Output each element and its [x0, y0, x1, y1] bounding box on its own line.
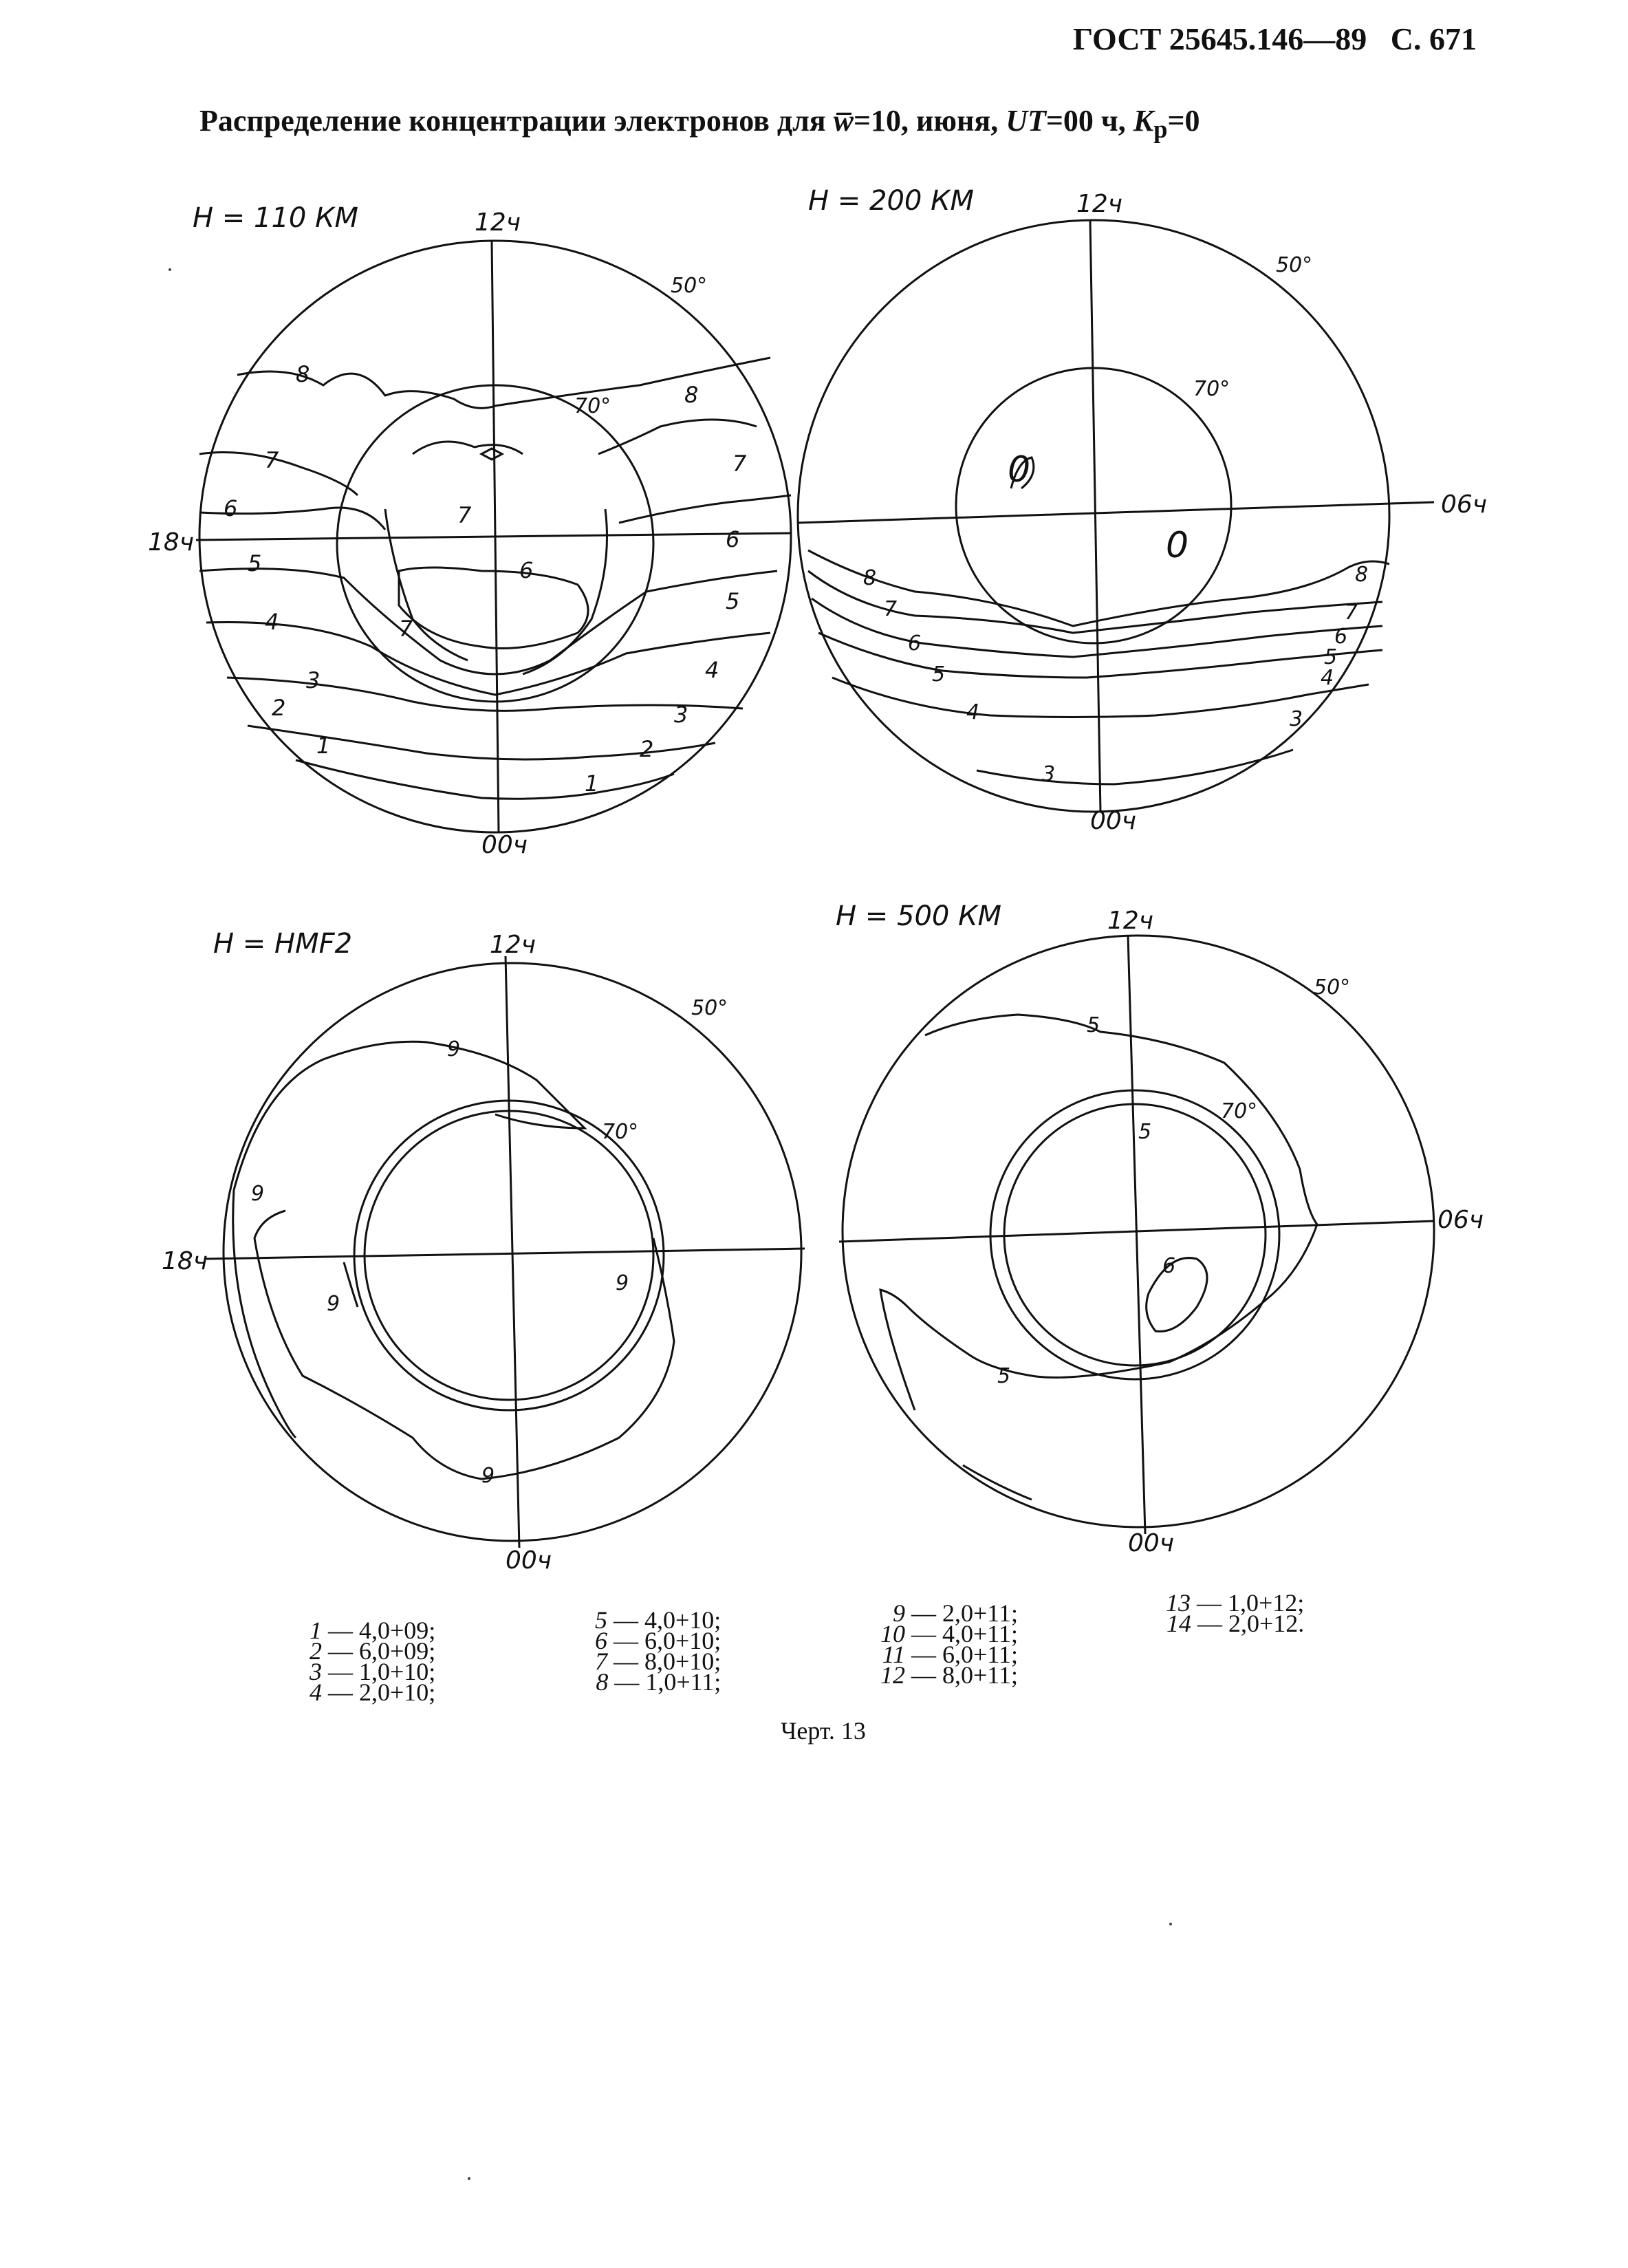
legend-num: 13 — [1166, 1589, 1191, 1617]
legend-item: 4 — 2,0+10; — [310, 1678, 436, 1706]
contour-label: 5 — [248, 550, 262, 576]
legend-col-4 — [1166, 1589, 1305, 1637]
legend-value: 8,0+11; — [942, 1661, 1018, 1689]
contour-label: 0 — [1166, 525, 1189, 566]
legend-item: 10 — 4,0+11; — [880, 1620, 1018, 1648]
contour-label: 0 — [1008, 449, 1031, 490]
parallel-axis — [798, 502, 1434, 523]
contour-label: 9 — [327, 1292, 340, 1316]
legend-value: 8,0+10; — [644, 1648, 721, 1675]
panel-h500 — [836, 900, 1484, 1557]
label-50deg: 50° — [1276, 253, 1313, 277]
legend-item: 8 — 1,0+11; — [596, 1668, 721, 1696]
label-00h: 00ч — [1128, 1529, 1175, 1557]
label-06h: 06ч — [1441, 490, 1488, 519]
contour-inner-small — [481, 449, 502, 460]
contour-5 — [199, 569, 777, 674]
legend-num: 3 — [310, 1658, 322, 1685]
legend-num: 14 — [1166, 1610, 1191, 1637]
legend-item: 2 — 6,0+09; — [310, 1637, 436, 1665]
title-rest: =10, июня, — [853, 104, 1006, 138]
legend-num: 12 — [880, 1661, 905, 1689]
legend-item: 11 — 6,0+11; — [882, 1641, 1018, 1668]
legend-num: 1 — [310, 1617, 322, 1644]
label-70deg: 70° — [574, 394, 611, 418]
label-00h: 00ч — [506, 1546, 552, 1575]
scan-speck — [1169, 1923, 1172, 1925]
title-ut: UT — [1006, 104, 1046, 138]
contour-label: 7 — [265, 447, 279, 473]
legend-value: 6,0+09; — [359, 1637, 436, 1665]
standard-number: ГОСТ 25645.146—89 — [1072, 21, 1367, 56]
scan-speck — [169, 268, 171, 271]
panel-h110 — [148, 202, 791, 859]
contour-7 — [199, 420, 757, 495]
legend-item: 5 — 4,0+10; — [595, 1606, 721, 1634]
label-06h: 06ч — [1437, 1206, 1484, 1234]
legend-col-3 — [880, 1599, 1018, 1689]
panel-label: H = HMF2 — [213, 928, 353, 960]
label-12h: 12ч — [475, 208, 521, 237]
contour-label: 9 — [481, 1464, 495, 1488]
legend-value: 4,0+10; — [644, 1606, 721, 1634]
contour-5-outer — [880, 1015, 1317, 1410]
contour-label: 8 — [684, 382, 699, 408]
contour-3 — [227, 678, 743, 711]
contour-label: 5 — [1087, 1013, 1100, 1037]
panel-label: H = 200 КМ — [808, 185, 974, 217]
legend-value: 6,0+11; — [942, 1641, 1018, 1668]
legend-num: 6 — [595, 1627, 607, 1654]
panel-label: H = 500 КМ — [836, 900, 1001, 932]
contour-label: 6 — [1334, 625, 1348, 649]
contour-6-island — [1147, 1258, 1207, 1332]
page-number: С. 671 — [1390, 21, 1477, 56]
contour-label: 5 — [1324, 645, 1338, 669]
contour-label: 3 — [674, 702, 688, 728]
contour-label: 2 — [640, 736, 654, 762]
contour-label: 4 — [265, 609, 279, 635]
contour-label: 8 — [296, 361, 310, 387]
legend-num: 9 — [893, 1599, 905, 1627]
contour-label: 6 — [519, 557, 534, 583]
contour-label: 7 — [884, 597, 898, 621]
legend-value: 6,0+10; — [644, 1627, 721, 1654]
legend-num: 10 — [880, 1620, 905, 1648]
contour-label: 5 — [1138, 1120, 1152, 1144]
contour-label: 5 — [932, 662, 946, 687]
contour-7-left — [385, 509, 468, 660]
contour-label: 4 — [966, 700, 980, 724]
contour-label: 9 — [251, 1182, 265, 1206]
label-12h: 12ч — [1076, 190, 1123, 218]
contour-label: 7 — [457, 502, 472, 528]
label-50deg: 50° — [671, 274, 708, 298]
contour-4 — [206, 622, 770, 695]
title-kp: K — [1133, 104, 1154, 138]
legend-col-2 — [595, 1606, 721, 1696]
contour-label: 2 — [272, 695, 286, 721]
legend-value: 4,0+11; — [942, 1620, 1018, 1648]
legend-value: 2,0+12. — [1228, 1610, 1305, 1637]
contour-label: 9 — [447, 1037, 461, 1061]
legend-col-1 — [310, 1617, 436, 1706]
contour-label: 8 — [1355, 563, 1369, 587]
contour-label: 6 — [224, 495, 238, 521]
contour-7-inner — [413, 442, 523, 454]
contour-label: 3 — [1042, 762, 1056, 786]
legend-num: 7 — [595, 1648, 607, 1675]
panel-hmf2 — [162, 928, 805, 1575]
contour-label: 3 — [306, 667, 321, 693]
contour-label: 4 — [705, 657, 719, 683]
contour-label: 8 — [863, 566, 877, 590]
scan-speck — [468, 2177, 470, 2180]
legend-num: 11 — [882, 1641, 905, 1668]
legend-num: 5 — [595, 1606, 607, 1634]
contour-label: 3 — [1290, 707, 1303, 731]
legend-item: 9 — 2,0+11; — [893, 1599, 1018, 1627]
legend-item: 1 — 4,0+09; — [310, 1617, 436, 1644]
label-18h: 18ч — [162, 1247, 208, 1275]
legend-num: 8 — [596, 1668, 609, 1696]
label-70deg: 70° — [1193, 377, 1230, 401]
contour-5-bottom — [963, 1465, 1032, 1500]
contour-label: 1 — [316, 733, 331, 759]
legend-value: 2,0+10; — [359, 1678, 436, 1706]
title-lead: Распределение концентрации электронов для — [199, 104, 834, 138]
contour-9-outer — [234, 1041, 585, 1190]
legend-num: 2 — [310, 1637, 322, 1665]
title-rest2: =00 ч, — [1045, 104, 1133, 138]
contour-1 — [296, 760, 674, 799]
label-00h: 00ч — [1090, 807, 1137, 835]
legend-value: 2,0+11; — [942, 1599, 1018, 1627]
label-70deg: 70° — [602, 1120, 639, 1144]
legend-value: 1,0+11; — [645, 1668, 721, 1696]
panel-label: H = 110 КМ — [193, 202, 358, 234]
title-rest3: =0 — [1167, 104, 1200, 138]
legend-value: 1,0+10; — [359, 1658, 436, 1685]
label-18h: 18ч — [148, 528, 195, 557]
contour-label: 1 — [585, 770, 599, 797]
contour-3 — [977, 750, 1293, 784]
meridian-axis — [1128, 936, 1145, 1534]
contour-label: 7 — [1345, 601, 1358, 625]
label-00h: 00ч — [481, 831, 528, 859]
panel-h200 — [798, 185, 1487, 835]
meridian-axis — [1090, 220, 1100, 812]
label-12h: 12ч — [1107, 907, 1154, 935]
title-kp-sub: p — [1153, 114, 1168, 143]
contour-label: 7 — [732, 451, 747, 477]
label-70deg: 70° — [1221, 1099, 1258, 1123]
legend-item: 3 — 1,0+10; — [310, 1658, 436, 1685]
contour-label: 7 — [399, 616, 413, 642]
contour-label: 6 — [726, 526, 740, 552]
meridian-axis — [506, 956, 519, 1548]
contour-label: 9 — [616, 1271, 629, 1295]
label-50deg: 50° — [1314, 975, 1351, 1000]
label-50deg: 50° — [691, 996, 728, 1020]
legend-value: 4,0+09; — [359, 1617, 436, 1644]
legend-value: 1,0+12; — [1228, 1589, 1305, 1617]
contour-6-right — [523, 509, 607, 674]
contour-label: 6 — [1162, 1254, 1176, 1278]
contour-label: 5 — [997, 1364, 1011, 1388]
parallel-axis — [206, 1249, 805, 1259]
label-12h: 12ч — [490, 931, 536, 959]
legend-num: 4 — [310, 1678, 322, 1706]
parallel-axis — [196, 533, 791, 540]
figure-caption: Черт. 13 — [781, 1717, 866, 1745]
contour-label: 4 — [1321, 666, 1334, 690]
legend-item: 6 — 6,0+10; — [595, 1627, 721, 1654]
legend-item: 13 — 1,0+12; — [1166, 1589, 1305, 1617]
contour-4 — [832, 678, 1369, 717]
title-w: w̅ — [833, 104, 854, 138]
contour-label: 5 — [726, 588, 740, 614]
legend-item: 12 — 8,0+11; — [880, 1661, 1018, 1689]
contour-label: 6 — [908, 631, 922, 656]
legend-item: 14 — 2,0+12. — [1166, 1610, 1305, 1637]
legend-item: 7 — 8,0+10; — [595, 1648, 721, 1675]
